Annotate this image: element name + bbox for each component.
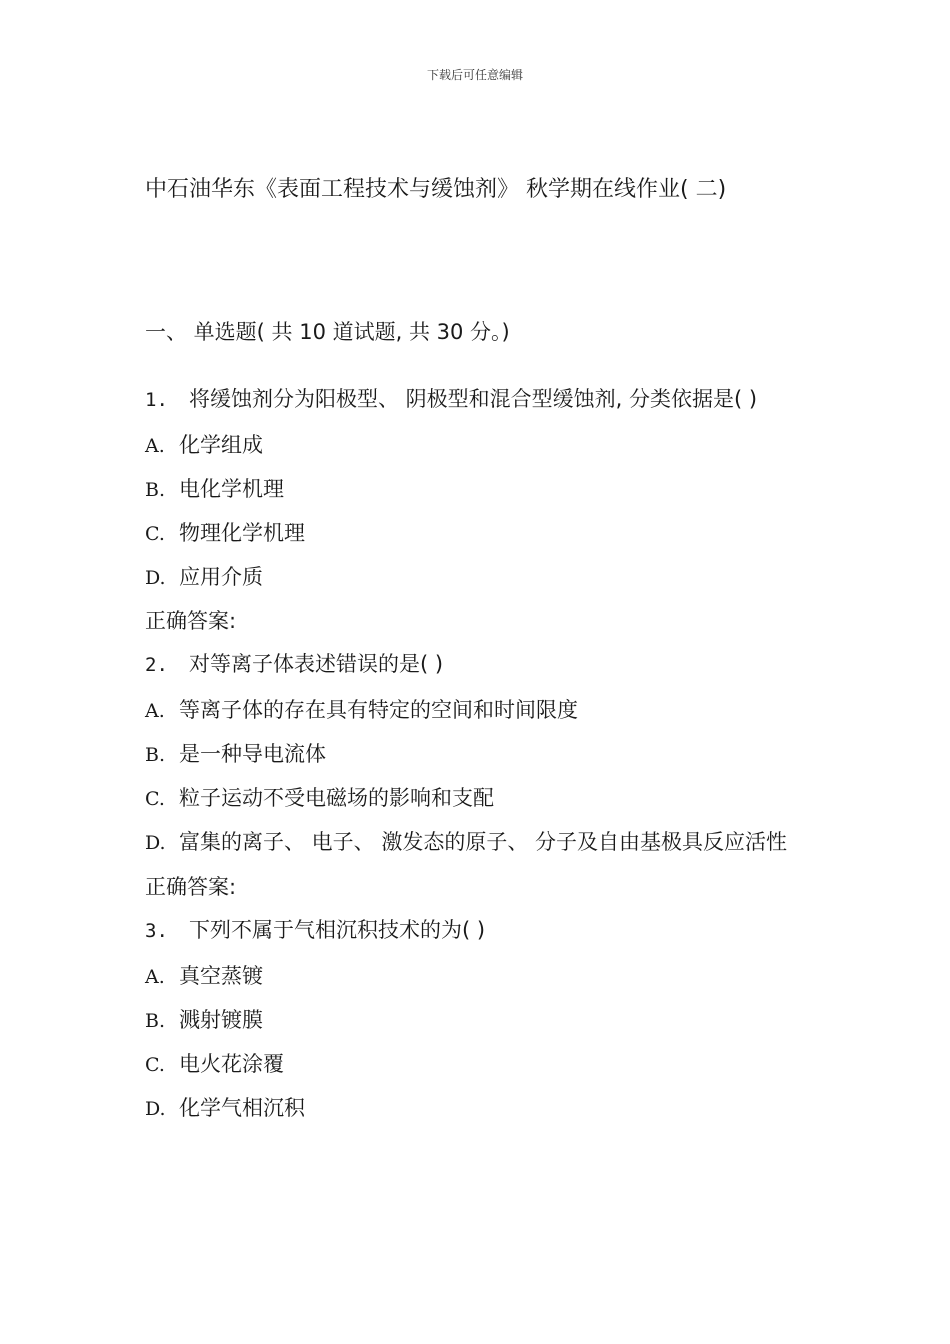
- option-letter: D.: [145, 1098, 166, 1120]
- option-b: [145, 467, 815, 511]
- option-letter: C.: [145, 523, 165, 545]
- option-a: [145, 423, 815, 467]
- option-c: [145, 511, 815, 555]
- option-letter: D.: [145, 832, 166, 854]
- option-letter: B.: [145, 744, 166, 766]
- question-3: [145, 909, 815, 1130]
- option-d: [145, 555, 815, 599]
- section-heading: 一、 单选题( 共 10 道试题, 共 30 分。): [145, 320, 510, 344]
- option-text: 溅射镀膜: [179, 1008, 263, 1032]
- option-text: 物理化学机理: [179, 521, 305, 545]
- option-text: 是一种导电流体: [179, 742, 326, 766]
- option-text: 应用介质: [179, 565, 263, 589]
- option-a: [145, 688, 815, 732]
- option-b: [145, 998, 815, 1042]
- question-1: [145, 378, 815, 643]
- option-b: [145, 732, 815, 776]
- option-text: 电火花涂覆: [179, 1052, 284, 1076]
- option-d: [145, 820, 815, 865]
- page-header-note: 下载后可任意编辑: [426, 68, 523, 82]
- option-letter: D.: [145, 567, 166, 589]
- question-2: [145, 643, 815, 909]
- option-text: 真空蒸镀: [179, 964, 263, 988]
- answer-label: 正确答案:: [145, 875, 237, 899]
- question-stem: [145, 643, 815, 688]
- option-c: [145, 776, 815, 820]
- answer-label: 正确答案:: [145, 609, 237, 633]
- option-letter: B.: [145, 1010, 166, 1032]
- option-letter: A.: [145, 966, 165, 988]
- question-number: 1.: [145, 389, 168, 411]
- question-text: 对等离子体表述错误的是( ): [189, 652, 444, 676]
- option-d: [145, 1086, 815, 1130]
- option-text: 粒子运动不受电磁场的影响和支配: [179, 786, 494, 810]
- option-letter: C.: [145, 1054, 165, 1076]
- question-stem: [145, 378, 815, 423]
- option-letter: B.: [145, 479, 166, 501]
- question-text: 将缓蚀剂分为阳极型、 阴极型和混合型缓蚀剂, 分类依据是( ): [189, 387, 758, 411]
- question-text: 下列不属于气相沉积技术的为( ): [189, 918, 486, 942]
- option-letter: A.: [145, 435, 165, 457]
- option-letter: A.: [145, 700, 165, 722]
- option-c: [145, 1042, 815, 1086]
- question-number: 3.: [145, 920, 168, 942]
- option-text: 化学气相沉积: [179, 1096, 305, 1120]
- option-text: 电化学机理: [179, 477, 284, 501]
- option-text: 等离子体的存在具有特定的空间和时间限度: [179, 698, 578, 722]
- question-stem: [145, 909, 815, 954]
- question-list: [145, 312, 815, 1130]
- option-a: [145, 954, 815, 998]
- document-title: 中石油华东《表面工程技术与缓蚀剂》 秋学期在线作业( 二): [145, 177, 727, 202]
- option-letter: C.: [145, 788, 165, 810]
- option-text: 富集的离子、 电子、 激发态的原子、 分子及自由基极具反应活性: [179, 830, 788, 854]
- question-number: 2.: [145, 654, 168, 676]
- option-text: 化学组成: [179, 433, 263, 457]
